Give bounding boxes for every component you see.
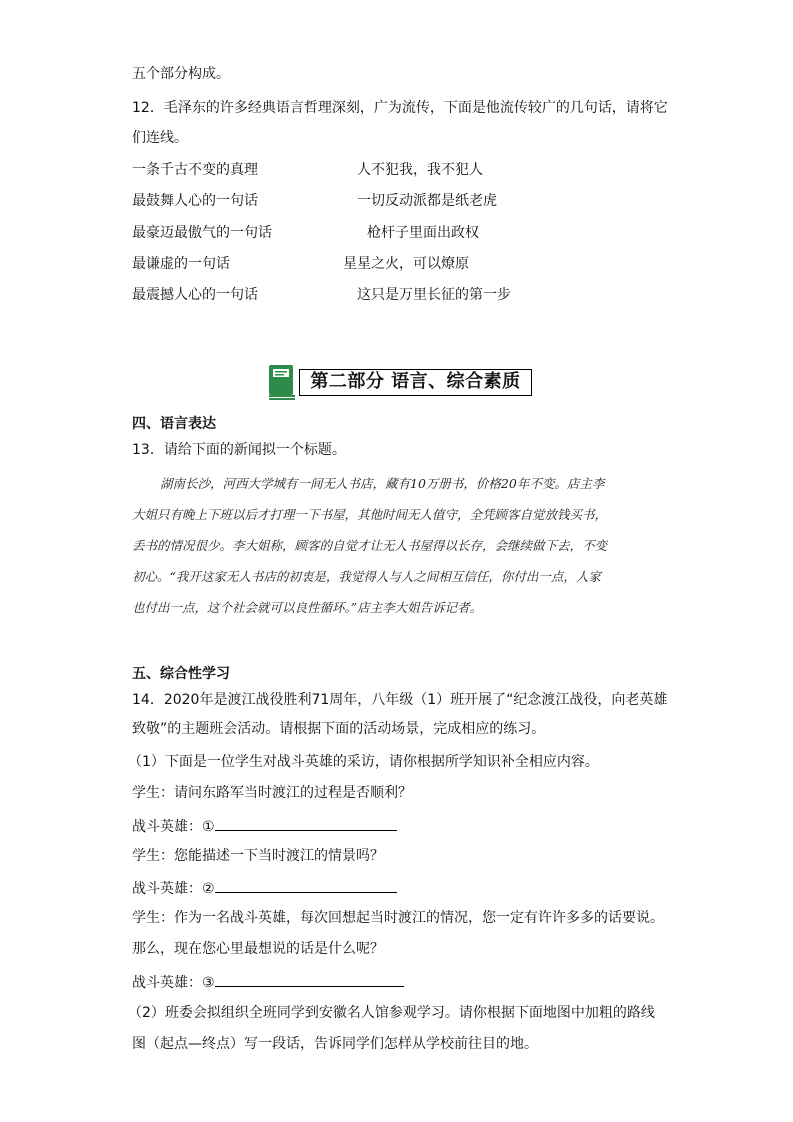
hero-1-label: 战斗英雄：① — [132, 819, 215, 835]
part-two-title: 第二部分 语言、综合素质 — [299, 369, 532, 396]
dialog-student-1: 学生：请问东路军当时渡江的过程是否顺利？ — [132, 785, 412, 801]
section-5-title: 五、综合性学习 — [132, 666, 230, 682]
question-13: 13．请给下面的新闻拟一个标题。 — [132, 442, 346, 458]
sub-question-2-line1: （2）班委会拟组织全班同学到安徽名人馆参观学习。请你根据下面地图中加粗的路线 — [128, 1005, 655, 1021]
hero-3-label: 战斗英雄：③ — [132, 975, 215, 991]
answer-blank-3[interactable] — [215, 971, 404, 987]
question-12-line1: 12．毛泽东的许多经典语言哲理深刻，广为流传，下面是他流传较广的几句话，请将它 — [132, 100, 668, 116]
match-left-2: 最鼓舞人心的一句话 — [132, 193, 258, 209]
match-left-3: 最豪迈最傲气的一句话 — [132, 225, 272, 241]
match-right-2: 一切反动派都是纸老虎 — [357, 193, 497, 209]
match-left-5: 最震撼人心的一句话 — [132, 287, 258, 303]
dialog-student-3b: 那么，现在您心里最想说的话是什么呢？ — [132, 941, 384, 957]
match-right-1: 人不犯我，我不犯人 — [357, 162, 483, 178]
match-right-3: 枪杆子里面出政权 — [367, 225, 479, 241]
question-12-line2: 们连线。 — [132, 130, 188, 146]
news-line-4: 初心。“我开这家无人书店的初衷是，我觉得人与人之间相互信任，你付出一点，人家 — [132, 569, 601, 584]
hero-2-label: 战斗英雄：② — [132, 881, 215, 897]
match-right-4: 星星之火，可以燎原 — [343, 256, 469, 272]
section-4-title: 四、语言表达 — [132, 416, 216, 432]
dialog-hero-2 — [132, 877, 397, 899]
match-left-1: 一条千古不变的真理 — [132, 162, 258, 178]
news-line-2: 大姐只有晚上下班以后才打理一下书屋，其他时间无人值守，全凭顾客自觉放钱买书， — [132, 507, 608, 522]
question-14-line2: 致敬”的主题班会活动。请根据下面的活动场景，完成相应的练习。 — [132, 721, 546, 737]
green-book-icon — [267, 364, 297, 402]
news-line-3: 丢书的情况很少。李大姐称，顾客的自觉才让无人书屋得以长存，会继续做下去，不变 — [132, 538, 608, 553]
sub-question-1: （1）下面是一位学生对战斗英雄的采访，请你根据所学知识补全相应内容。 — [128, 754, 599, 770]
continuation-text: 五个部分构成。 — [132, 66, 230, 82]
match-right-5: 这只是万里长征的第一步 — [357, 287, 511, 303]
dialog-hero-1 — [132, 815, 397, 837]
sub-question-2-line2: 图（起点—终点）写一段话，告诉同学们怎样从学校前往目的地。 — [132, 1036, 538, 1052]
dialog-student-2: 学生：您能描述一下当时渡江的情景吗？ — [132, 848, 384, 864]
match-left-4: 最谦虚的一句话 — [132, 256, 230, 272]
answer-blank-1[interactable] — [215, 815, 397, 831]
dialog-student-3a: 学生：作为一名战斗英雄，每次回想起当时渡江的情况，您一定有许许多多的话要说。 — [132, 910, 664, 926]
answer-blank-2[interactable] — [215, 877, 397, 893]
question-14-line1: 14．2020年是渡江战役胜利71周年，八年级（1）班开展了“纪念渡江战役，向老英雄 — [132, 692, 668, 708]
dialog-hero-3 — [132, 971, 404, 993]
news-line-5: 也付出一点，这个社会就可以良性循环。”店主李大姐告诉记者。 — [132, 600, 483, 615]
news-line-1: 湖南长沙，河西大学城有一间无人书店，藏有10万册书，价格20年不变。店主李 — [160, 476, 605, 491]
